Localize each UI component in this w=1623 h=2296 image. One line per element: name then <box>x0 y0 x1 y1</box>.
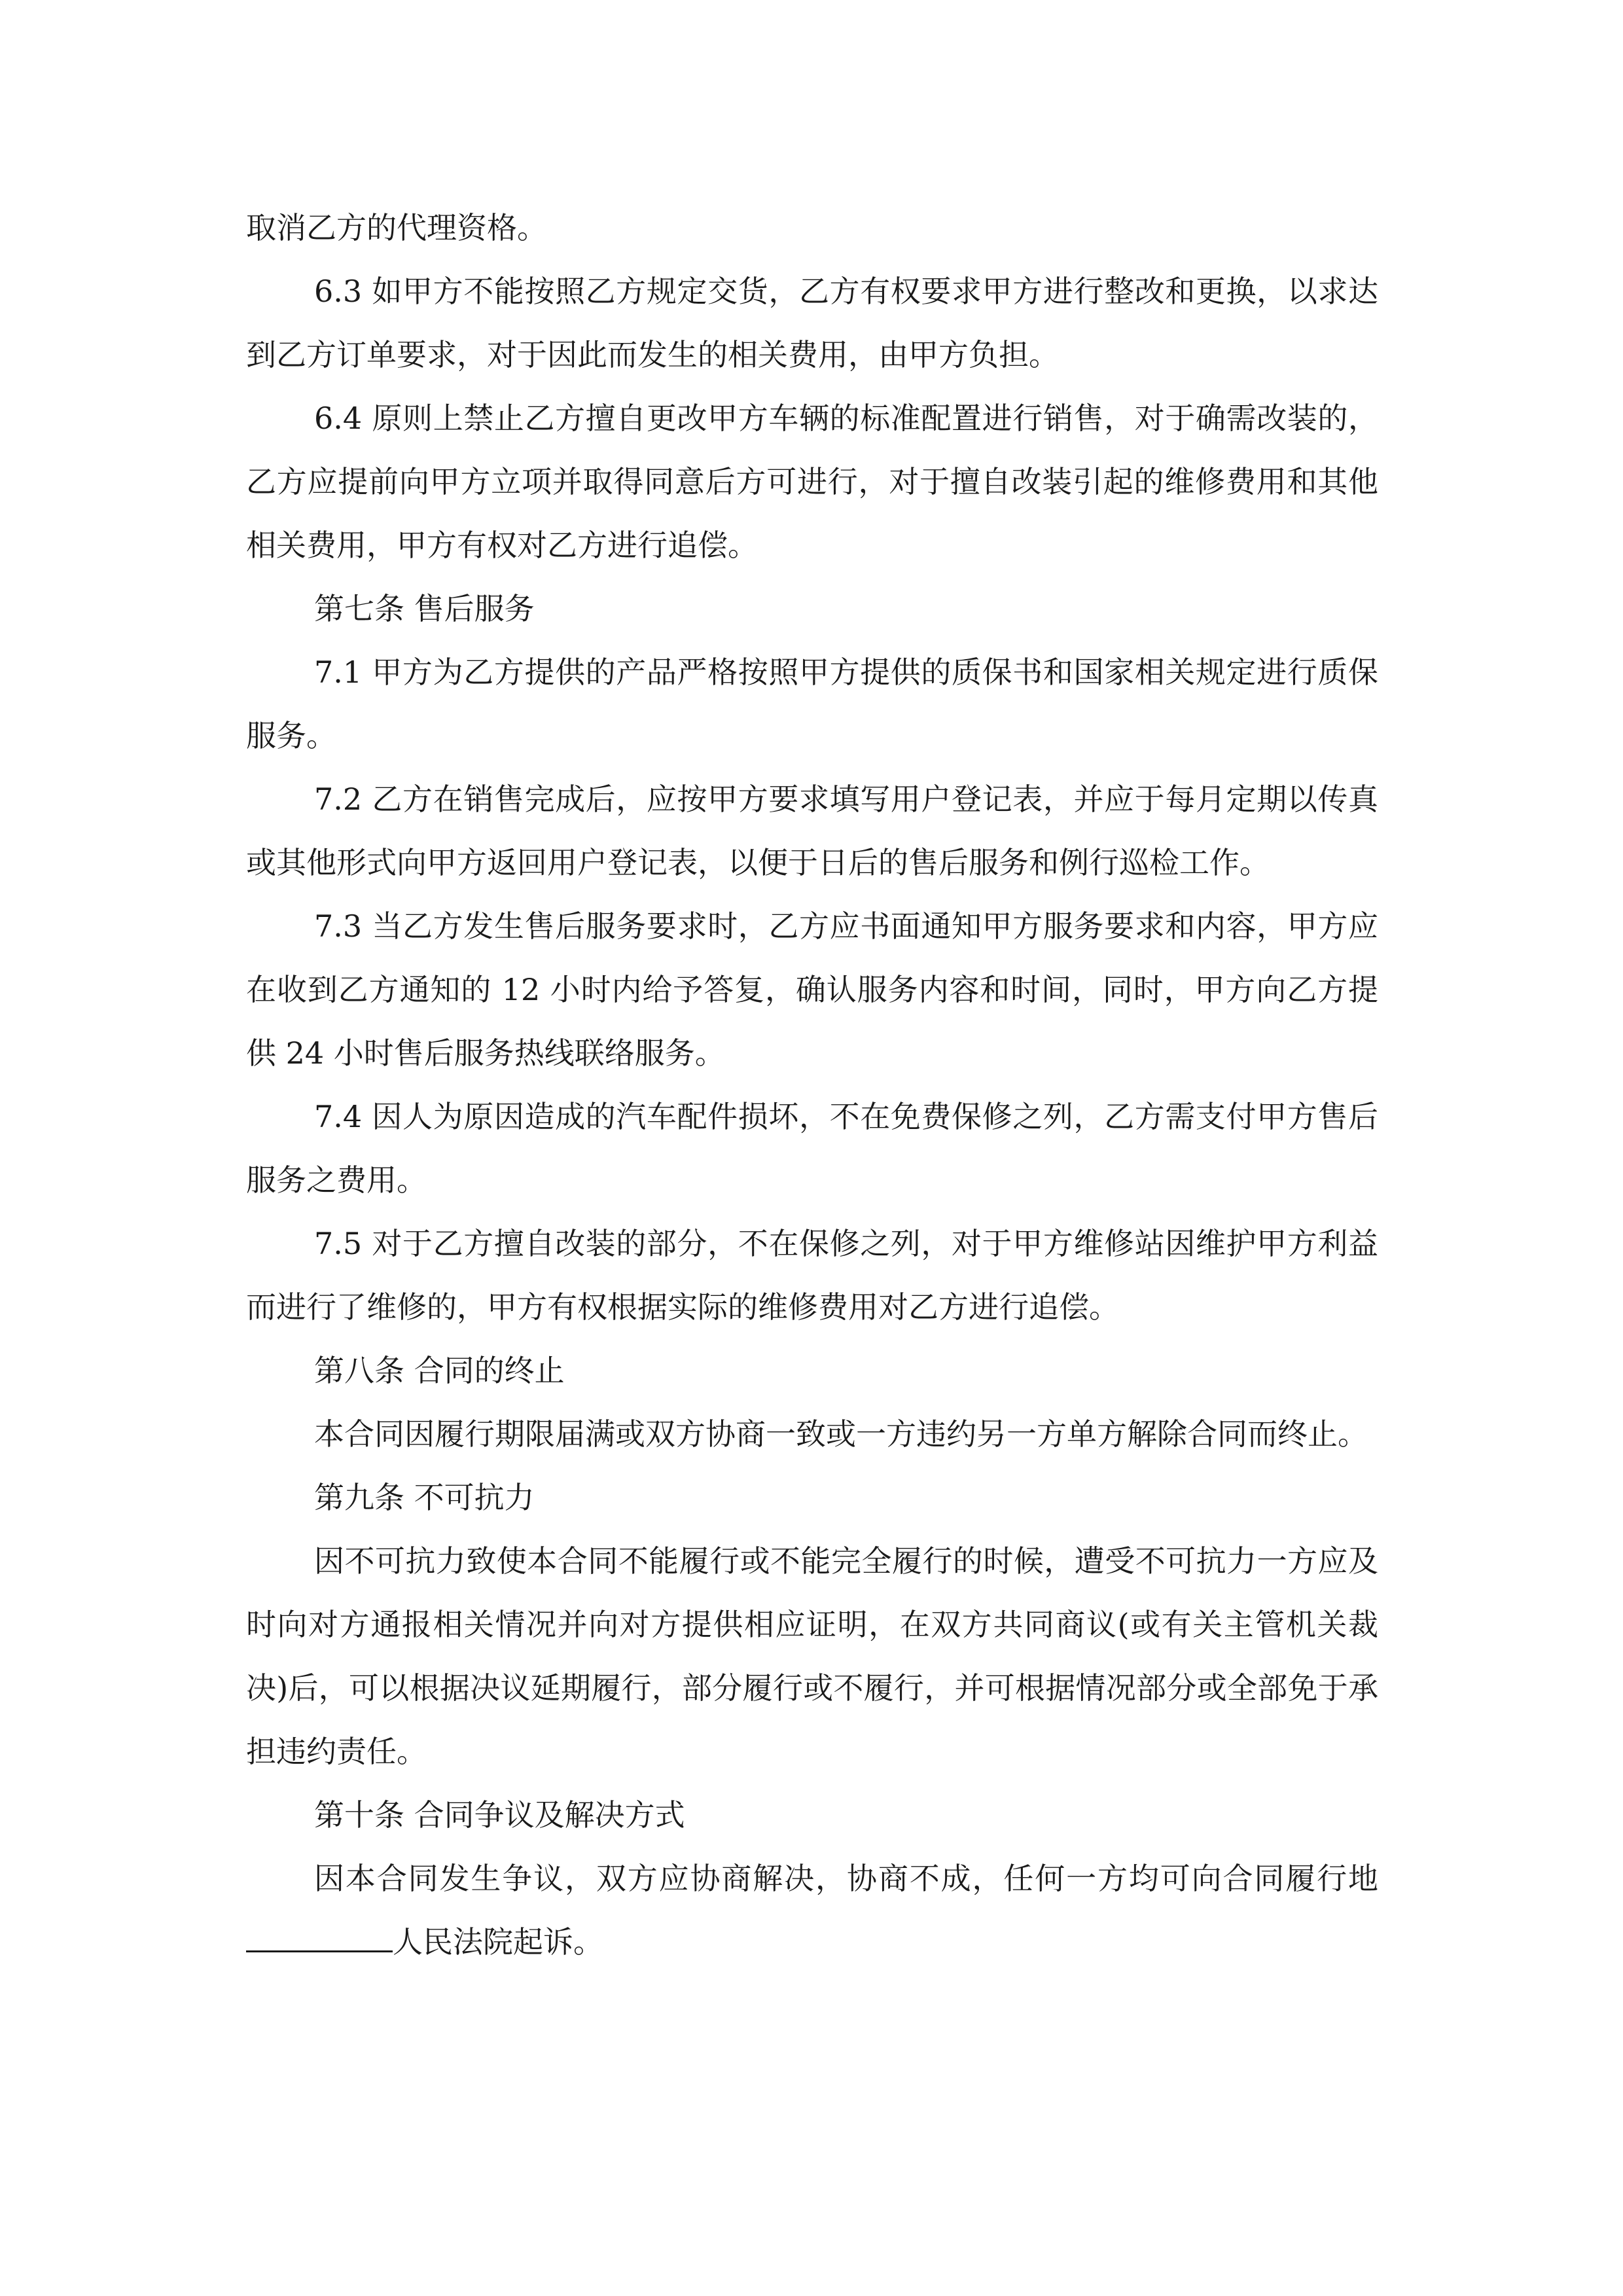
article-10-text <box>246 1847 1378 1974</box>
article-9-heading: 第九条 不可抗力 <box>314 1480 535 1515</box>
clause-7-1: 7.1 甲方为乙方提供的产品严格按照甲方提供的质保书和国家相关规定进行质保服务。 <box>246 655 1378 753</box>
article-8-text: 本合同因履行期限届满或双方协商一致或一方违约另一方单方解除合同而终止。 <box>314 1416 1368 1452</box>
article-8-heading: 第八条 合同的终止 <box>314 1353 565 1388</box>
clause-6-4: 6.4 原则上禁止乙方擅自更改甲方车辆的标准配置进行销售，对于确需改装的，乙方应提前向甲方立项并取得同意后方可进行，对于擅自改装引起的维修费用和其他相关费用，甲方有权对乙方进行追偿。 <box>246 401 1378 563</box>
clause-7-2: 7.2 乙方在销售完成后，应按甲方要求填写用户登记表，并应于每月定期以传真或其他形式向甲方返回用户登记表，以便于日后的售后服务和例行巡检工作。 <box>246 781 1378 880</box>
paragraph-continuation: 取消乙方的代理资格。 <box>246 210 547 245</box>
article-10-text-place: 地 <box>1348 1861 1378 1896</box>
clause-7-3: 7.3 当乙方发生售后服务要求时，乙方应书面通知甲方服务要求和内容，甲方应在收到乙方通知的 12 小时内给予答复，确认服务内容和时间，同时，甲方向乙方提供 24 小时售后服务热线联络服务。 <box>246 908 1378 1071</box>
clause-7-4: 7.4 因人为原因造成的汽车配件损坏，不在免费保修之列，乙方需支付甲方售后服务之费用。 <box>246 1099 1378 1198</box>
article-10-text-main: 因本合同发生争议，双方应协商解决，协商不成，任何一方均可向合同履行 <box>314 1861 1348 1896</box>
clause-6-3: 6.3 如甲方不能按照乙方规定交货，乙方有权要求甲方进行整改和更换，以求达到乙方订单要求，对于因此而发生的相关费用，由甲方负担。 <box>246 274 1378 372</box>
article-10-heading: 第十条 合同争议及解决方式 <box>314 1797 685 1833</box>
article-7-heading: 第七条 售后服务 <box>314 591 535 626</box>
document-body <box>246 196 1378 1974</box>
clause-7-5: 7.5 对于乙方擅自改装的部分，不在保修之列，对于甲方维修站因维护甲方利益而进行了维修的，甲方有权根据实际的维修费用对乙方进行追偿。 <box>246 1226 1378 1325</box>
article-9-text: 因不可抗力致使本合同不能履行或不能完全履行的时候，遭受不可抗力一方应及时向对方通报相关情况并向对方提供相应证明，在双方共同商议(或有关主管机关裁决)后，可以根据决议延期履行，部分履行或不履行，并可根据情况部分或全部免于承担违约责任。 <box>246 1543 1378 1769</box>
article-10-text-end: 人民法院起诉。 <box>393 1924 603 1960</box>
court-location-blank <box>246 1924 393 1952</box>
